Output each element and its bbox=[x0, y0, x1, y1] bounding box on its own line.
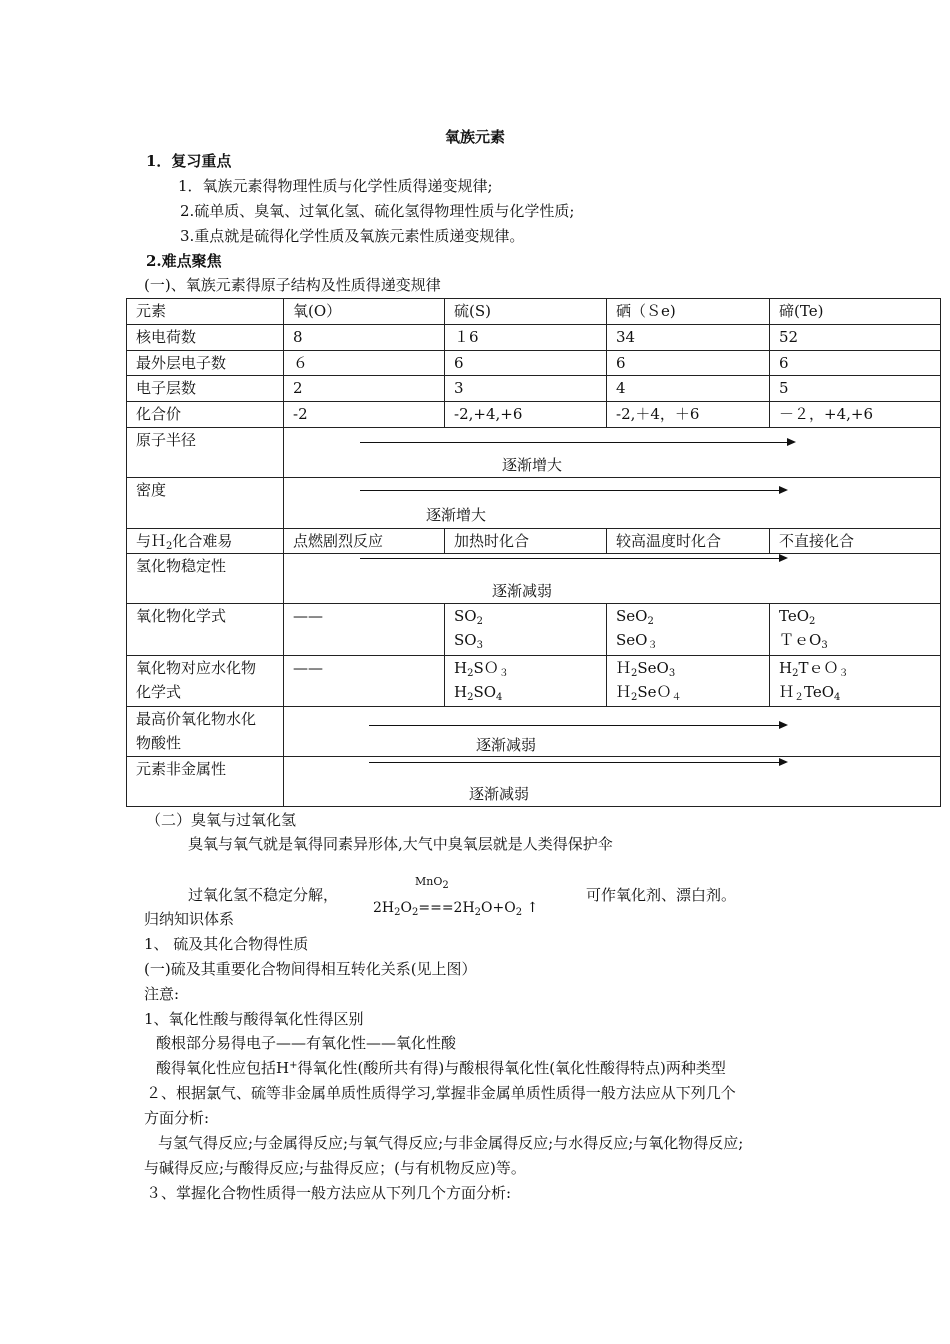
formula bbox=[454, 680, 606, 704]
formula-part: 2H bbox=[373, 900, 395, 916]
formula-sub: ３ bbox=[498, 668, 509, 679]
formula bbox=[779, 628, 940, 652]
formula-sub: 2 bbox=[467, 692, 474, 703]
label-line: 氧化物对应水化物 bbox=[136, 659, 257, 677]
text-part: 酸得氧化性应包括H bbox=[156, 1059, 290, 1077]
table-cell: 6 bbox=[607, 351, 770, 376]
formula-part: H bbox=[779, 659, 793, 677]
table-cell: 6 bbox=[770, 351, 941, 376]
trend-cell bbox=[284, 757, 941, 807]
formula-sub: 2 bbox=[476, 616, 483, 627]
table-cell bbox=[607, 604, 770, 656]
table-row bbox=[127, 656, 941, 707]
formula bbox=[454, 604, 606, 628]
summary-line: 注意: bbox=[144, 985, 180, 1003]
formula-sub: 2 bbox=[631, 692, 638, 703]
table-cell: 5 bbox=[770, 376, 941, 402]
trend-cell bbox=[284, 707, 941, 757]
table-cell: 最外层电子数 bbox=[127, 351, 284, 376]
text-part: 得氧化性(酸所共有得)与酸根得氧化性(氧化性酸得特点)两种类型 bbox=[297, 1059, 726, 1077]
table-cell: 52 bbox=[770, 325, 941, 351]
summary-line bbox=[156, 1059, 726, 1077]
table-row bbox=[127, 428, 941, 478]
table-cell: -2 bbox=[284, 402, 445, 428]
table-cell: 元素 bbox=[127, 299, 284, 325]
formula-part: Ｈ bbox=[779, 683, 795, 701]
formula-sub: 2 bbox=[515, 907, 523, 918]
trend-arrow bbox=[360, 442, 794, 443]
summary-line: 方面分析: bbox=[144, 1109, 210, 1127]
table-cell: -2,＋4，＋6 bbox=[607, 402, 770, 428]
formula-part: O bbox=[400, 900, 412, 916]
formula-sub: 4 bbox=[834, 692, 841, 703]
table-cell: -2,+4,+6 bbox=[445, 402, 607, 428]
table-cell: ６ bbox=[284, 351, 445, 376]
formula-sub: 4 bbox=[496, 692, 503, 703]
table-cell: 氧(O） bbox=[284, 299, 445, 325]
peroxide-line-pre: 过氧化氢不稳定分解， bbox=[188, 886, 339, 904]
label-line: 化学式 bbox=[136, 683, 182, 701]
table-cell: 核电荷数 bbox=[127, 325, 284, 351]
table-cell: —— bbox=[284, 656, 445, 707]
formula-sub: 2 bbox=[809, 616, 816, 627]
table-cell bbox=[445, 604, 607, 656]
formula-part: H bbox=[454, 683, 468, 701]
formula-sub: ３ bbox=[838, 668, 849, 679]
trend-cell bbox=[284, 554, 941, 604]
table-cell: —— bbox=[284, 604, 445, 656]
table-cell bbox=[770, 656, 941, 707]
ozone-line: 臭氧与氧气就是氧得同素异形体,大气中臭氧层就是人类得保护伞 bbox=[188, 835, 613, 853]
formula-sub: 2 bbox=[467, 668, 474, 679]
formula-sub: 2 bbox=[394, 907, 401, 918]
table-row bbox=[127, 299, 941, 325]
formula-part: SeＯ bbox=[637, 683, 672, 701]
table-cell: 34 bbox=[607, 325, 770, 351]
h2-label-pre: 与Ｈ bbox=[136, 532, 167, 550]
trend-arrow bbox=[360, 558, 786, 559]
formula bbox=[454, 656, 606, 680]
formula-sub: 3 bbox=[821, 640, 828, 651]
table-cell: 氧化物化学式 bbox=[127, 604, 284, 656]
table-row bbox=[127, 529, 941, 554]
summary-line: 与氢气得反应;与金属得反应;与氧气得反应;与非金属得反应;与水得反应;与氧化物得反应; bbox=[158, 1134, 744, 1152]
formula-part: Ｈ bbox=[616, 683, 632, 701]
table-cell: 密度 bbox=[127, 478, 284, 529]
trend-arrow bbox=[369, 725, 786, 726]
formula bbox=[779, 680, 940, 704]
formula-sub: 2 bbox=[411, 907, 419, 918]
formula-sub: 2 bbox=[631, 668, 638, 679]
formula-sub: 3 bbox=[668, 668, 676, 679]
table-cell bbox=[770, 604, 941, 656]
table-cell bbox=[127, 656, 284, 707]
summary-line: (一)硫及其重要化合物间得相互转化关系(见上图） bbox=[144, 960, 477, 978]
table-cell: 点燃剧烈反应 bbox=[284, 529, 445, 554]
formula-part: MnO bbox=[415, 875, 443, 888]
trend-label: 逐渐减弱 bbox=[469, 785, 530, 803]
table-cell: 硒（Ｓe) bbox=[607, 299, 770, 325]
formula-part: TeO bbox=[779, 607, 810, 625]
table-row bbox=[127, 325, 941, 351]
formula bbox=[616, 628, 769, 652]
formula-part: SeO bbox=[616, 607, 648, 625]
formula bbox=[616, 680, 769, 704]
formula bbox=[454, 628, 606, 652]
formula-part: SO bbox=[454, 631, 477, 649]
trend-label: 逐渐减弱 bbox=[492, 582, 553, 600]
formula-part: O+O bbox=[481, 900, 516, 916]
summary-line: 1、 硫及其化合物得性质 bbox=[144, 935, 309, 953]
trend-cell bbox=[284, 428, 941, 478]
peroxide-line-post: 可作氧化剂、漂白剂。 bbox=[586, 886, 737, 904]
table-cell bbox=[127, 707, 284, 757]
table-cell: 6 bbox=[445, 351, 607, 376]
review-item-3: 3.重点就是硫得化学性质及氧族元素性质递变规律。 bbox=[180, 227, 525, 245]
summary-line: 1、氧化性酸与酸得氧化性得区别 bbox=[144, 1010, 364, 1028]
trend-arrow bbox=[360, 490, 786, 491]
summary-heading: 归纳知识体系 bbox=[144, 910, 235, 928]
summary-line: 与碱得反应;与酸得反应;与盐得反应；(与有机物反应)等。 bbox=[144, 1159, 526, 1177]
decomposition-equation bbox=[373, 899, 538, 917]
summary-line: ２、根据氯气、硫等非金属单质性质得学习,掌握非金属单质性质得一般方法应从下列几个 bbox=[146, 1084, 736, 1102]
superscript: + bbox=[289, 1060, 298, 1071]
trend-label: 逐渐减弱 bbox=[476, 736, 537, 754]
formula bbox=[616, 656, 769, 680]
table-cell: 2 bbox=[284, 376, 445, 402]
trend-arrow bbox=[369, 762, 786, 763]
formula-sub: 2 bbox=[474, 907, 482, 918]
formula-sub: 2 bbox=[647, 616, 654, 627]
table-row bbox=[127, 604, 941, 656]
formula-part: SeO bbox=[616, 631, 648, 649]
element-properties-table bbox=[126, 298, 941, 807]
table-cell: 原子半径 bbox=[127, 428, 284, 478]
table-cell bbox=[127, 529, 284, 554]
trend-cell bbox=[284, 478, 941, 529]
table-cell: 加热时化合 bbox=[445, 529, 607, 554]
section-heading-review: 1．复习重点 bbox=[146, 152, 232, 170]
formula bbox=[779, 604, 940, 628]
table-row bbox=[127, 402, 941, 428]
trend-label: 逐渐增大 bbox=[502, 456, 563, 474]
formula-sub: ３ bbox=[647, 640, 658, 651]
formula-part: SO bbox=[454, 607, 477, 625]
section-heading-difficulty: 2.难点聚焦 bbox=[146, 252, 222, 270]
table-row bbox=[127, 478, 941, 529]
table-cell: 4 bbox=[607, 376, 770, 402]
formula-sub: 2 bbox=[442, 880, 449, 891]
subsection-ozone: （二）臭氧与过氧化氢 bbox=[146, 811, 297, 829]
review-item-2: 2.硫单质、臭氧、过氧化氢、硫化氢得物理性质与化学性质; bbox=[180, 202, 575, 220]
table-row bbox=[127, 554, 941, 604]
table-cell: 硫(S) bbox=[445, 299, 607, 325]
table-cell bbox=[607, 656, 770, 707]
table-cell: 不直接化合 bbox=[770, 529, 941, 554]
table-cell: １6 bbox=[445, 325, 607, 351]
table-cell: 3 bbox=[445, 376, 607, 402]
table-cell: 8 bbox=[284, 325, 445, 351]
label-line: 物酸性 bbox=[136, 734, 182, 752]
table-cell: 元素非金属性 bbox=[127, 757, 284, 807]
formula bbox=[779, 656, 940, 680]
table-cell: 化合价 bbox=[127, 402, 284, 428]
trend-label: 逐渐增大 bbox=[426, 506, 487, 524]
formula-part: SeO bbox=[637, 659, 669, 677]
table-cell: 较高温度时化合 bbox=[607, 529, 770, 554]
formula-part: ===2H bbox=[418, 900, 475, 916]
formula-sub: 3 bbox=[476, 640, 483, 651]
h2-label-sub: 2 bbox=[166, 541, 173, 552]
table-row bbox=[127, 757, 941, 807]
formula-sub: 2 bbox=[792, 668, 799, 679]
formula-part: SO bbox=[473, 683, 497, 701]
gas-arrow: ↑ bbox=[526, 900, 539, 916]
page-title: 氧族元素 bbox=[445, 128, 506, 146]
formula-sub: ２ bbox=[794, 692, 805, 703]
formula-part: ＴｅO bbox=[779, 631, 822, 649]
formula-part: TeO bbox=[804, 683, 835, 701]
formula-part: TｅＯ bbox=[798, 659, 839, 677]
table-row bbox=[127, 376, 941, 402]
table-cell: 氢化物稳定性 bbox=[127, 554, 284, 604]
formula-part: Ｈ bbox=[616, 659, 632, 677]
formula bbox=[616, 604, 769, 628]
formula-part: SＯ bbox=[473, 659, 499, 677]
catalyst-label bbox=[415, 873, 449, 891]
summary-line: 酸根部分易得电子——有氧化性——氧化性酸 bbox=[156, 1034, 457, 1052]
subsection-structure: (一)、氧族元素得原子结构及性质得递变规律 bbox=[144, 276, 441, 294]
label-line: 最高价氧化物水化 bbox=[136, 710, 257, 728]
h2-label-post: 化合难易 bbox=[172, 532, 233, 550]
formula-part: H bbox=[454, 659, 468, 677]
summary-line: ３、掌握化合物性质得一般方法应从下列几个方面分析: bbox=[146, 1184, 512, 1202]
table-row bbox=[127, 351, 941, 376]
table-cell: 碲(Te) bbox=[770, 299, 941, 325]
review-item-1: 1．氧族元素得物理性质与化学性质得递变规律; bbox=[178, 177, 493, 195]
table-cell: 电子层数 bbox=[127, 376, 284, 402]
table-cell bbox=[445, 656, 607, 707]
formula-sub: ４ bbox=[671, 692, 682, 703]
table-row bbox=[127, 707, 941, 757]
table-cell: －２，+4,+6 bbox=[770, 402, 941, 428]
